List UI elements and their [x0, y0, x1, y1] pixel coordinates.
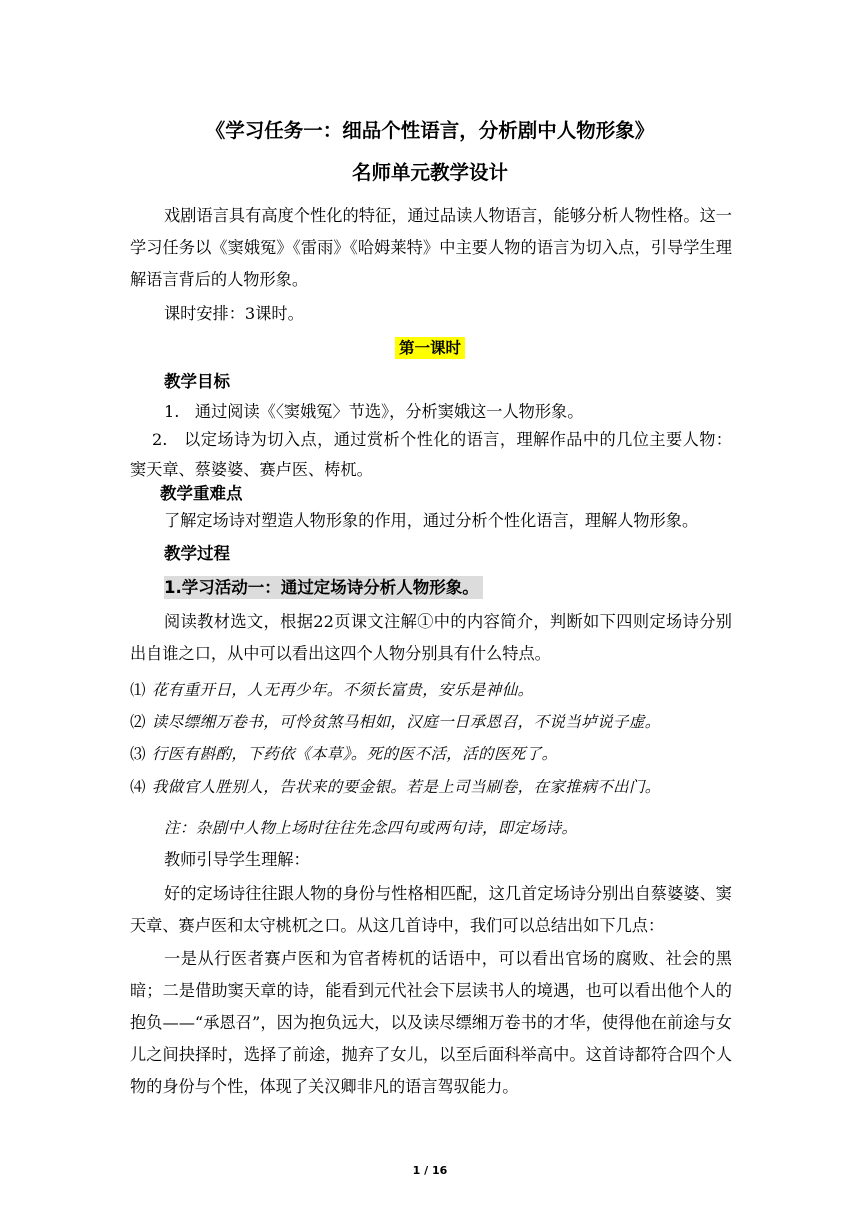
poem-number: ⑵	[130, 713, 146, 731]
poem-text: 行医有斟酌，下药依《本草》。死的医不活，活的医死了。	[151, 745, 558, 763]
note-text: 注：杂剧中人物上场时往往先念四句或两句诗，即定场诗。	[164, 819, 578, 837]
lesson-title-wrap	[0, 336, 860, 358]
activity-heading: 1.学习活动一：通过定场诗分析人物形象。	[164, 576, 483, 599]
lesson-title: 第一课时	[395, 337, 465, 359]
paragraph-analysis: 一是从行医者赛卢医和为官者梼杌的话语中，可以看出官场的腐败、社会的黑暗；二是借助窦天章的诗，能看到元代社会下层读书人的境遇，也可以看出他个人的抱负——“承恩召”，因为抱负远大，以及读尽缥缃万卷书的才华，使得他在前途与女儿之间抉择时，选择了前途，抛弃了女儿，以至后面科举高中。这首诗都符合四个人物的身份与个性，体现了关汉卿非凡的语言驾驭能力。	[130, 949, 732, 1096]
poem-text: 读尽缥缃万卷书，可怜贫煞马相如，汉庭一日承恩召，不说当垆说子虚。	[151, 713, 661, 731]
guide-text: 教师引导学生理解：	[164, 850, 310, 869]
objective-item	[130, 397, 732, 427]
document-subtitle: 名师单元教学设计	[351, 161, 508, 184]
objective-number: 2.	[152, 430, 168, 449]
objective-text: 以定场诗为切入点，通过赏析个性化的语言，理解作品中的几位主要人物：窦天章、蔡婆婆、赛卢医、梼杌。	[130, 430, 732, 479]
activity-heading-wrap	[164, 574, 483, 598]
poem-number: ⑷	[130, 778, 146, 796]
poem-line	[130, 771, 732, 803]
poem-text: 我做官人胜别人，告状来的要金银。若是上司当刷卷，在家推病不出门。	[151, 778, 661, 796]
objective-item	[130, 425, 732, 485]
poem-number: ⑶	[130, 745, 146, 763]
schedule-text: 课时安排：3课时。	[164, 304, 304, 323]
objective-number: 1.	[164, 402, 180, 421]
objective-text: 通过阅读《〈窦娥冤〉节选》，分析窦娥这一人物形象。	[194, 402, 584, 421]
poem-line	[130, 738, 732, 770]
keypoints-heading: 教学重难点	[160, 484, 243, 503]
paragraph-summary: 好的定场诗往往跟人物的身份与性格相匹配，这几首定场诗分别出自蔡婆婆、窦天章、赛卢医和太守桃杌之口。从这几首诗中，我们可以总结出如下几点：	[130, 884, 732, 935]
poem-number: ⑴	[130, 681, 146, 699]
activity-paragraph: 阅读教材选文，根据22页课文注解①中的内容简介，判断如下四则定场诗分别出自谁之口，从中可以看出这四个人物分别具有什么特点。	[130, 612, 732, 663]
process-heading: 教学过程	[164, 544, 230, 563]
poem-line	[130, 706, 732, 738]
keypoints-text: 了解定场诗对塑造人物形象的作用，通过分析个性化语言，理解人物形象。	[164, 511, 699, 530]
page-number: 1 / 16	[412, 1164, 448, 1177]
intro-paragraph: 戏剧语言具有高度个性化的特征，通过品读人物语言，能够分析人物性格。这一学习任务以《窦娥冤》《雷雨》《哈姆莱特》中主要人物的语言为切入点，引导学生理解语言背后的人物形象。	[130, 206, 732, 289]
objectives-heading: 教学目标	[164, 372, 230, 391]
poem-line	[130, 674, 732, 706]
poem-text: 花有重开日，人无再少年。不须长富贵，安乐是神仙。	[151, 681, 534, 699]
document-title: 《学习任务一：细品个性语言，分析剧中人物形象》	[205, 119, 655, 142]
